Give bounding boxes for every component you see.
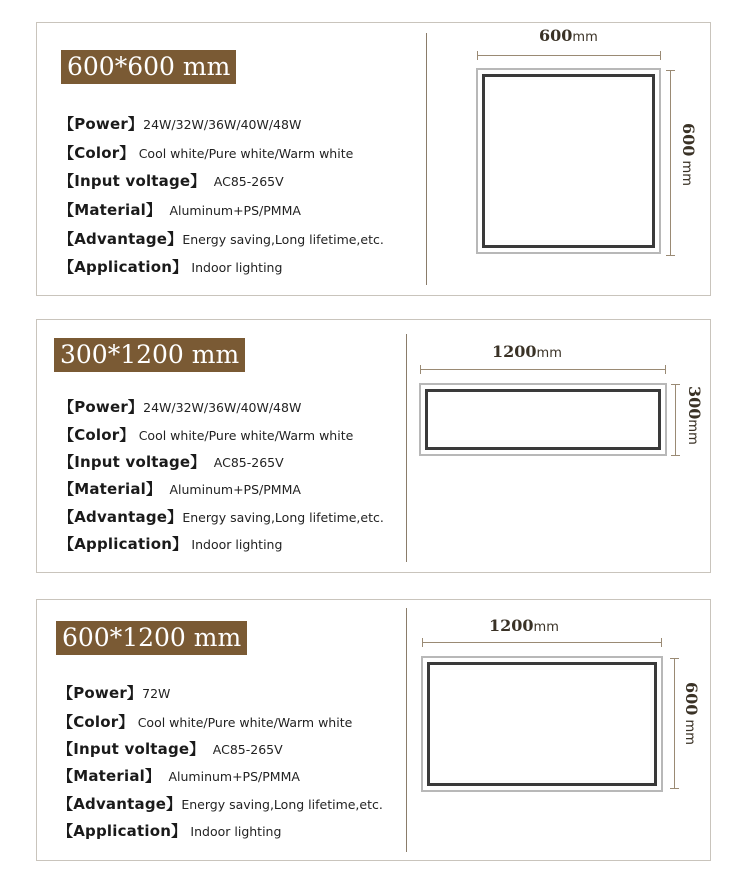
spec-key: 【Advantage】 — [58, 795, 182, 813]
panel-frame — [482, 74, 655, 248]
spec-row-input-voltage — [59, 171, 284, 191]
height-dimension-tick — [671, 384, 680, 385]
spec-key: 【Application】 — [58, 822, 187, 840]
width-dimension-line — [420, 369, 666, 370]
spec-value: Energy saving,Long lifetime,etc. — [182, 232, 384, 247]
spec-key: 【Color】 — [58, 713, 134, 731]
spec-card-300x1200 — [36, 319, 711, 573]
spec-key: 【Input voltage】 — [59, 172, 206, 190]
height-dimension-line — [674, 658, 675, 789]
height-dimension-tick — [670, 658, 679, 659]
height-dimension-tick — [666, 255, 675, 256]
spec-key: 【Material】 — [59, 201, 162, 219]
width-dimension-tick — [660, 51, 661, 60]
spec-value: Cool white/Pure white/Warm white — [138, 428, 354, 443]
section-divider — [406, 608, 407, 852]
spec-key: 【Color】 — [59, 426, 135, 444]
size-title: 600*1200 mm — [56, 621, 247, 655]
spec-key: 【Power】 — [58, 684, 143, 702]
height-number: 300 — [685, 386, 704, 420]
spec-row-power — [59, 114, 301, 134]
width-unit: mm — [572, 30, 598, 45]
spec-card-600x1200 — [36, 599, 711, 861]
width-dimension-line — [477, 55, 661, 56]
spec-value: 24W/32W/36W/40W/48W — [143, 400, 302, 415]
spec-key: 【Advantage】 — [59, 230, 183, 248]
height-unit: mm — [679, 156, 694, 186]
spec-value: Aluminum+PS/PMMA — [169, 203, 301, 218]
spec-value: Aluminum+PS/PMMA — [169, 482, 301, 497]
panel-outline-rectangle — [419, 383, 667, 456]
height-unit: mm — [682, 715, 697, 745]
width-unit: mm — [536, 346, 562, 361]
spec-value: Indoor lighting — [191, 537, 283, 552]
height-number: 600 — [679, 123, 698, 157]
spec-value: 72W — [142, 686, 171, 701]
height-dimension-tick — [670, 788, 679, 789]
spec-key: 【Application】 — [59, 258, 188, 276]
spec-row-material — [59, 200, 301, 220]
height-unit: mm — [685, 419, 700, 445]
width-number: 1200 — [492, 342, 537, 361]
spec-row-input-voltage — [58, 739, 283, 759]
section-divider — [426, 33, 427, 285]
width-dimension-tick — [477, 51, 478, 60]
height-dimension-line — [675, 384, 676, 456]
spec-value: Energy saving,Long lifetime,etc. — [182, 510, 384, 525]
spec-row-application — [58, 821, 281, 841]
spec-card-600x600 — [36, 22, 711, 296]
height-dimension-line — [670, 70, 671, 256]
spec-value: Indoor lighting — [191, 260, 283, 275]
spec-key: 【Power】 — [59, 398, 144, 416]
spec-row-application — [59, 534, 282, 554]
height-dimension-label — [679, 123, 698, 186]
spec-value: Cool white/Pure white/Warm white — [138, 146, 354, 161]
width-dimension-tick — [420, 365, 421, 374]
spec-row-power — [59, 397, 301, 417]
spec-row-color — [58, 712, 352, 732]
spec-row-material — [58, 766, 300, 786]
spec-key: 【Advantage】 — [59, 508, 183, 526]
spec-key: 【Color】 — [59, 144, 135, 162]
width-dimension-label — [489, 616, 559, 635]
spec-value: Aluminum+PS/PMMA — [168, 769, 300, 784]
height-dimension-tick — [671, 455, 680, 456]
spec-row-advantage — [59, 229, 384, 249]
width-dimension-tick — [665, 365, 666, 374]
width-dimension-label — [492, 342, 562, 361]
spec-value: AC85-265V — [213, 455, 284, 470]
height-dimension-label — [682, 682, 701, 745]
panel-outline-square — [476, 68, 661, 254]
spec-row-material — [59, 479, 301, 499]
spec-key: 【Input voltage】 — [59, 453, 206, 471]
section-divider — [406, 334, 407, 562]
size-title: 300*1200 mm — [54, 338, 245, 372]
width-unit: mm — [533, 620, 559, 635]
panel-frame — [425, 389, 661, 450]
spec-row-advantage — [59, 507, 384, 527]
panel-frame — [427, 662, 657, 786]
spec-key: 【Application】 — [59, 535, 188, 553]
height-dimension-tick — [666, 70, 675, 71]
width-number: 600 — [539, 26, 573, 45]
spec-row-power — [58, 683, 170, 703]
size-title: 600*600 mm — [61, 50, 236, 84]
height-dimension-label — [685, 386, 704, 445]
width-dimension-tick — [422, 638, 423, 647]
width-dimension-line — [422, 642, 662, 643]
spec-key: 【Material】 — [58, 767, 161, 785]
spec-key: 【Power】 — [59, 115, 144, 133]
panel-outline-rectangle — [421, 656, 663, 792]
spec-value: AC85-265V — [212, 742, 283, 757]
spec-value: Cool white/Pure white/Warm white — [137, 715, 353, 730]
spec-row-advantage — [58, 794, 383, 814]
spec-row-color — [59, 143, 353, 163]
spec-key: 【Input voltage】 — [58, 740, 205, 758]
width-number: 1200 — [489, 616, 534, 635]
spec-key: 【Material】 — [59, 480, 162, 498]
spec-value: Indoor lighting — [190, 824, 282, 839]
width-dimension-label — [539, 26, 598, 45]
spec-row-color — [59, 425, 353, 445]
spec-value: Energy saving,Long lifetime,etc. — [181, 797, 383, 812]
height-number: 600 — [682, 682, 701, 716]
spec-value: 24W/32W/36W/40W/48W — [143, 117, 302, 132]
spec-row-application — [59, 257, 282, 277]
width-dimension-tick — [661, 638, 662, 647]
spec-value: AC85-265V — [213, 174, 284, 189]
spec-row-input-voltage — [59, 452, 284, 472]
